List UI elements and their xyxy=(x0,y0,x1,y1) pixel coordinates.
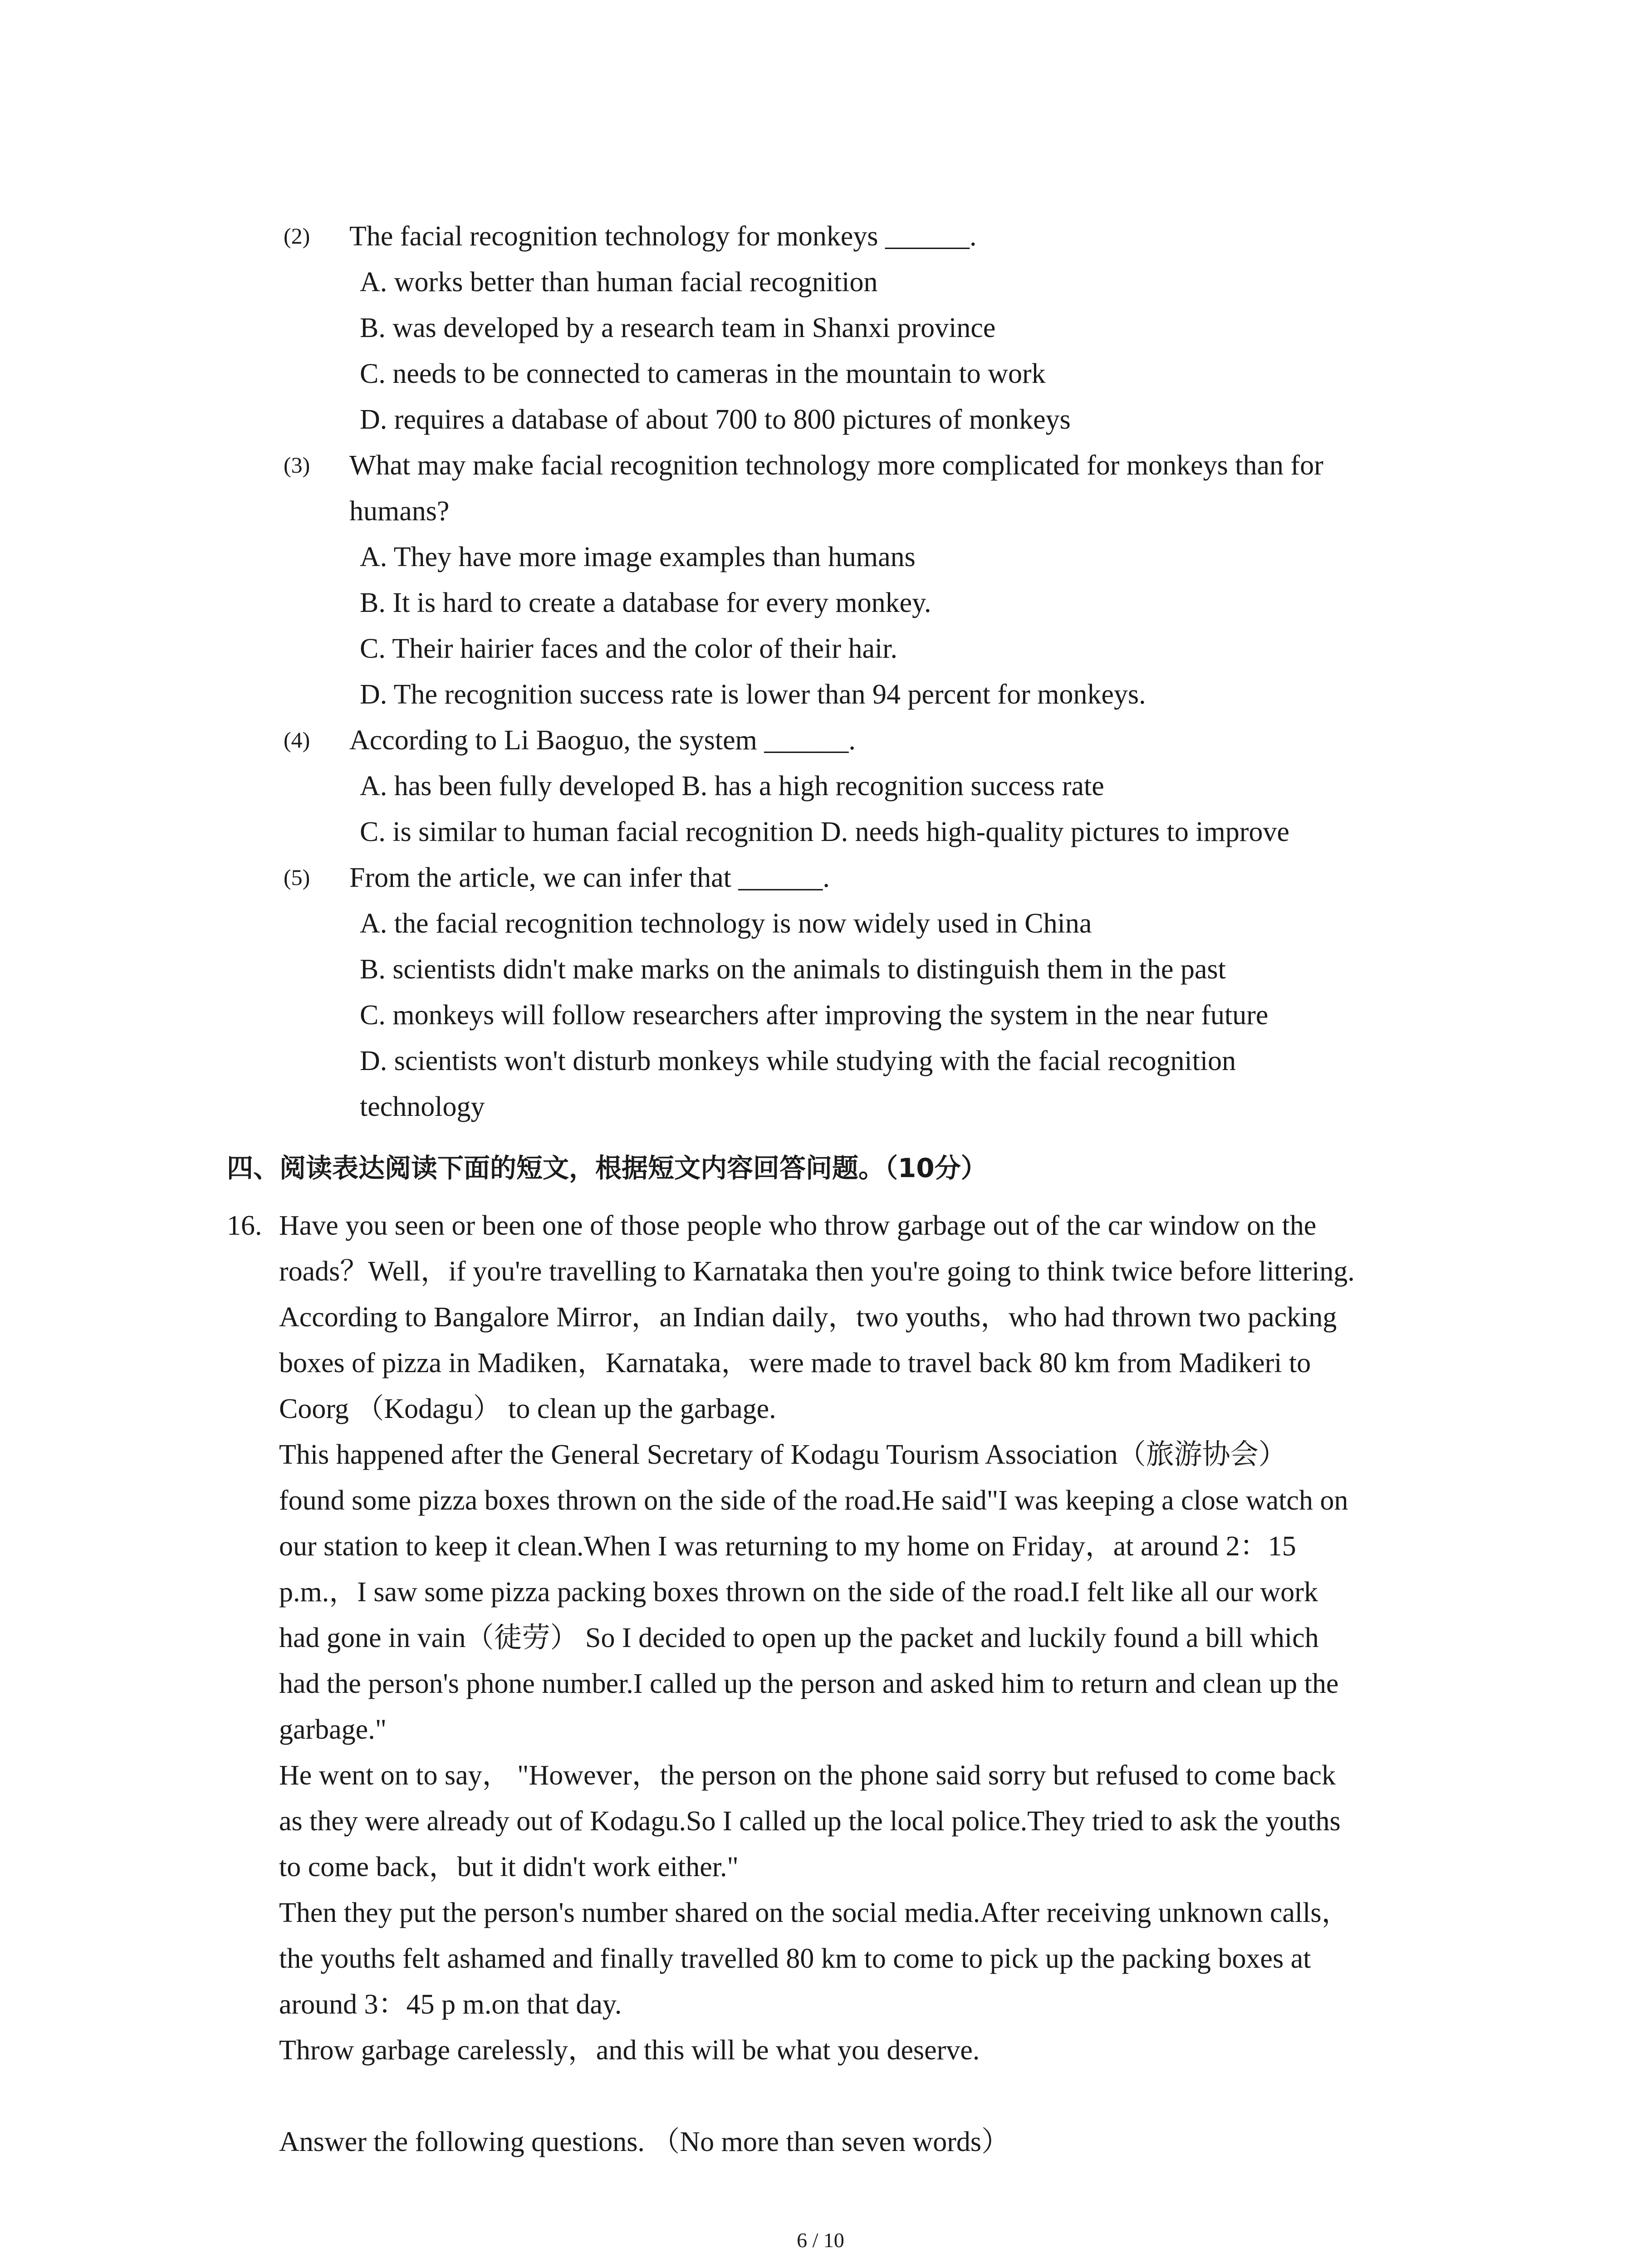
page-number: 6 / 10 xyxy=(797,2229,844,2252)
question-instruction: Answer the following questions. （No more than seven words） xyxy=(279,2126,1010,2157)
passage-line: Then they put the person's number shared on the social media.After receiving unknown calls， xyxy=(279,1897,1350,1928)
question-stem: The facial recognition technology for monkeys ______. xyxy=(349,221,977,252)
passage-line: our station to keep it clean.When I was returning to my home on Friday，at around 2：15 xyxy=(279,1531,1296,1562)
passage-line: boxes of pizza in Madiken，Karnataka，were made to travel back 80 km from Madikeri to xyxy=(279,1348,1311,1378)
answer-option: B. It is hard to create a database for every monkey. xyxy=(360,587,931,618)
passage-line: the youths felt ashamed and finally travelled 80 km to come to pick up the packing boxes at xyxy=(279,1943,1311,1974)
answer-option: C. monkeys will follow researchers after improving the system in the near future xyxy=(360,1000,1269,1031)
passage-line: garbage." xyxy=(279,1714,387,1745)
passage-line: around 3：45 p m.on that day. xyxy=(279,1989,622,2020)
answer-option: D. The recognition success rate is lower than 94 percent for monkeys. xyxy=(360,679,1146,710)
question-number: 16. xyxy=(227,1210,262,1241)
passage-line: p.m.，I saw some pizza packing boxes thrown on the side of the road.I felt like all our work xyxy=(279,1577,1318,1608)
passage-line: roads？Well，if you're travelling to Karnataka then you're going to think twice before littering. xyxy=(279,1256,1355,1287)
answer-option: A. works better than human facial recognition xyxy=(360,267,878,298)
question-number: (2) xyxy=(284,223,310,249)
passage-line: This happened after the General Secretary of Kodagu Tourism Association（旅游协会） xyxy=(279,1439,1287,1470)
section-heading: 四、阅读表达阅读下面的短文，根据短文内容回答问题。（10分） xyxy=(227,1153,987,1183)
question-stem: What may make facial recognition technology more complicated for monkeys than for xyxy=(349,450,1323,481)
answer-option: D. requires a database of about 700 to 800 pictures of monkeys xyxy=(360,404,1071,435)
question-number: (5) xyxy=(284,865,310,890)
answer-option: D. scientists won't disturb monkeys while studying with the facial recognition xyxy=(360,1046,1236,1076)
answer-option: technology xyxy=(360,1091,485,1122)
passage-line: found some pizza boxes thrown on the side of the road.He said"I was keeping a close watch on xyxy=(279,1485,1348,1516)
question-stem: According to Li Baoguo, the system ______. xyxy=(349,725,856,756)
answer-option: A. has been fully developed B. has a high recognition success rate xyxy=(360,771,1104,802)
answer-option: C. Their hairier faces and the color of their hair. xyxy=(360,633,897,664)
passage-line: Throw garbage carelessly，and this will be what you deserve. xyxy=(279,2035,980,2066)
answer-option: A. the facial recognition technology is now widely used in China xyxy=(360,908,1092,939)
answer-option: C. is similar to human facial recognition D. needs high-quality pictures to improve xyxy=(360,816,1289,847)
answer-option: A. They have more image examples than humans xyxy=(360,542,916,572)
passage-line: had the person's phone number.I called up the person and asked him to return and clean up the xyxy=(279,1668,1339,1699)
answer-option: B. was developed by a research team in Shanxi province xyxy=(360,313,996,343)
answer-option: B. scientists didn't make marks on the animals to distinguish them in the past xyxy=(360,954,1226,985)
passage-line: According to Bangalore Mirror，an Indian daily，two youths，who had thrown two packing xyxy=(279,1302,1337,1333)
question-number: (4) xyxy=(284,727,310,753)
passage-line: He went on to say， "However，the person on the phone said sorry but refused to come back xyxy=(279,1760,1336,1791)
question-stem: From the article, we can infer that ______. xyxy=(349,862,830,893)
question-stem: humans? xyxy=(349,496,450,527)
question-number: (3) xyxy=(284,452,310,478)
answer-option: C. needs to be connected to cameras in the mountain to work xyxy=(360,358,1046,389)
passage-line: to come back，but it didn't work either." xyxy=(279,1852,739,1882)
passage-line: Coorg （Kodagu） to clean up the garbage. xyxy=(279,1393,776,1424)
passage-line: as they were already out of Kodagu.So I called up the local police.They tried to ask the youths xyxy=(279,1806,1341,1837)
passage-line: had gone in vain（徒劳） So I decided to open up the packet and luckily found a bill which xyxy=(279,1623,1319,1653)
passage-line: Have you seen or been one of those people who throw garbage out of the car window on the xyxy=(279,1210,1317,1241)
